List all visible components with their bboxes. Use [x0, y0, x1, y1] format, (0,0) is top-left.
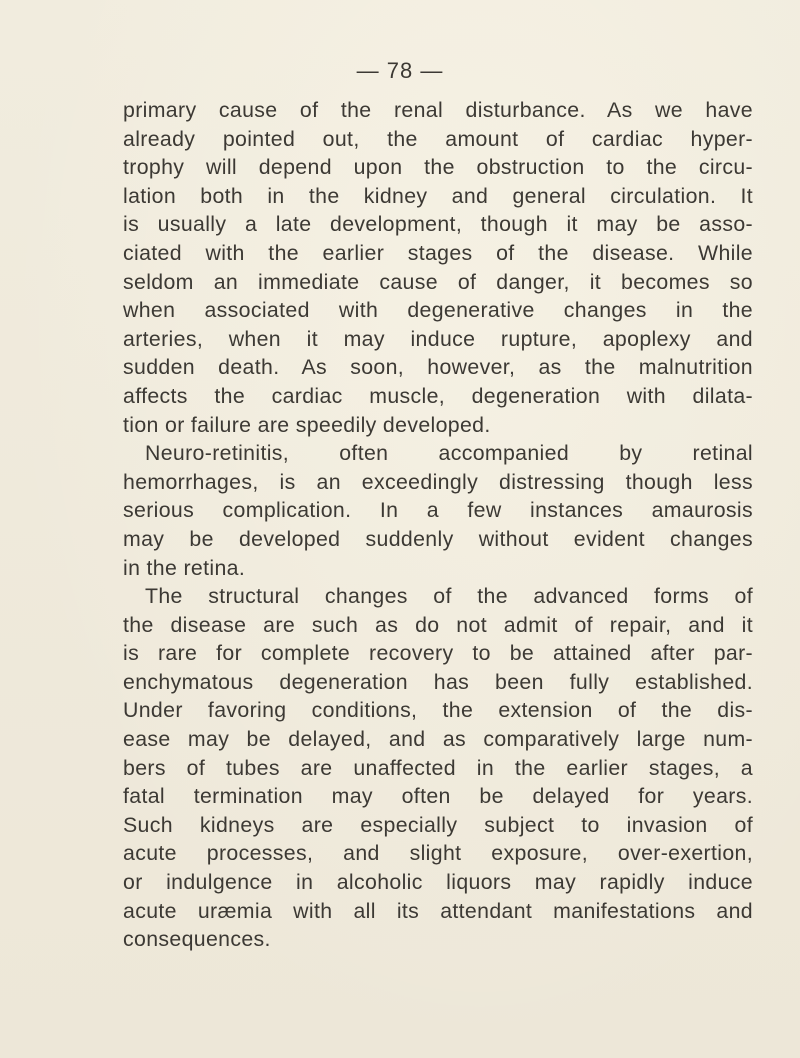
- text-line: acute processes, and slight exposure, over-exertion,: [123, 841, 753, 866]
- text-line: The structural changes of the advanced forms of: [145, 584, 753, 609]
- text-line: ciated with the earlier stages of the disease. While: [123, 240, 753, 265]
- text-line: primary cause of the renal disturbance. As we have: [123, 98, 753, 122]
- text-line: already pointed out, the amount of cardiac hyper-: [123, 126, 753, 151]
- text-line: tion or failure are speedily developed.: [123, 412, 491, 437]
- text-line: sudden death. As soon, however, as the malnutrition: [123, 355, 753, 380]
- text-line: ease may be delayed, and as comparatively large num-: [123, 727, 753, 752]
- text-line: bers of tubes are unaffected in the earlier stages, a: [123, 755, 753, 780]
- text-line: acute uræmia with all its attendant manifestations and: [123, 898, 753, 923]
- text-line: is rare for complete recovery to be attained after par-: [123, 641, 753, 666]
- text-line: enchymatous degeneration has been fully established.: [123, 669, 753, 694]
- text-line: trophy will depend upon the obstruction to the circu-: [123, 155, 753, 180]
- text-line: Neuro-retinitis, often accompanied by retinal: [145, 441, 753, 466]
- text-line: Under favoring conditions, the extension of the dis-: [123, 698, 753, 723]
- text-line: in the retina.: [123, 555, 246, 580]
- text-line: serious complication. In a few instances amaurosis: [123, 498, 753, 523]
- text-line: arteries, when it may induce rupture, apoplexy and: [123, 326, 753, 351]
- text-line: the disease are such as do not admit of repair, and it: [123, 612, 753, 637]
- text-line: seldom an immediate cause of danger, it becomes so: [123, 269, 753, 294]
- text-line: fatal termination may often be delayed for years.: [123, 784, 753, 809]
- body-text: [123, 96, 753, 954]
- page-number: — 78 —: [356, 58, 444, 83]
- text-line: Such kidneys are especially subject to invasion of: [123, 812, 753, 837]
- text-line: consequences.: [123, 927, 271, 952]
- text-line: hemorrhages, is an exceedingly distressing though less: [123, 469, 753, 494]
- text-line: affects the cardiac muscle, degeneration with dilata-: [123, 383, 753, 408]
- text-line: may be developed suddenly without evident changes: [123, 526, 753, 551]
- text-line: lation both in the kidney and general circulation. It: [123, 183, 753, 208]
- text-line: is usually a late development, though it may be asso-: [123, 212, 753, 237]
- text-line: or indulgence in alcoholic liquors may rapidly induce: [123, 870, 753, 895]
- text-line: when associated with degenerative changes in the: [123, 298, 753, 323]
